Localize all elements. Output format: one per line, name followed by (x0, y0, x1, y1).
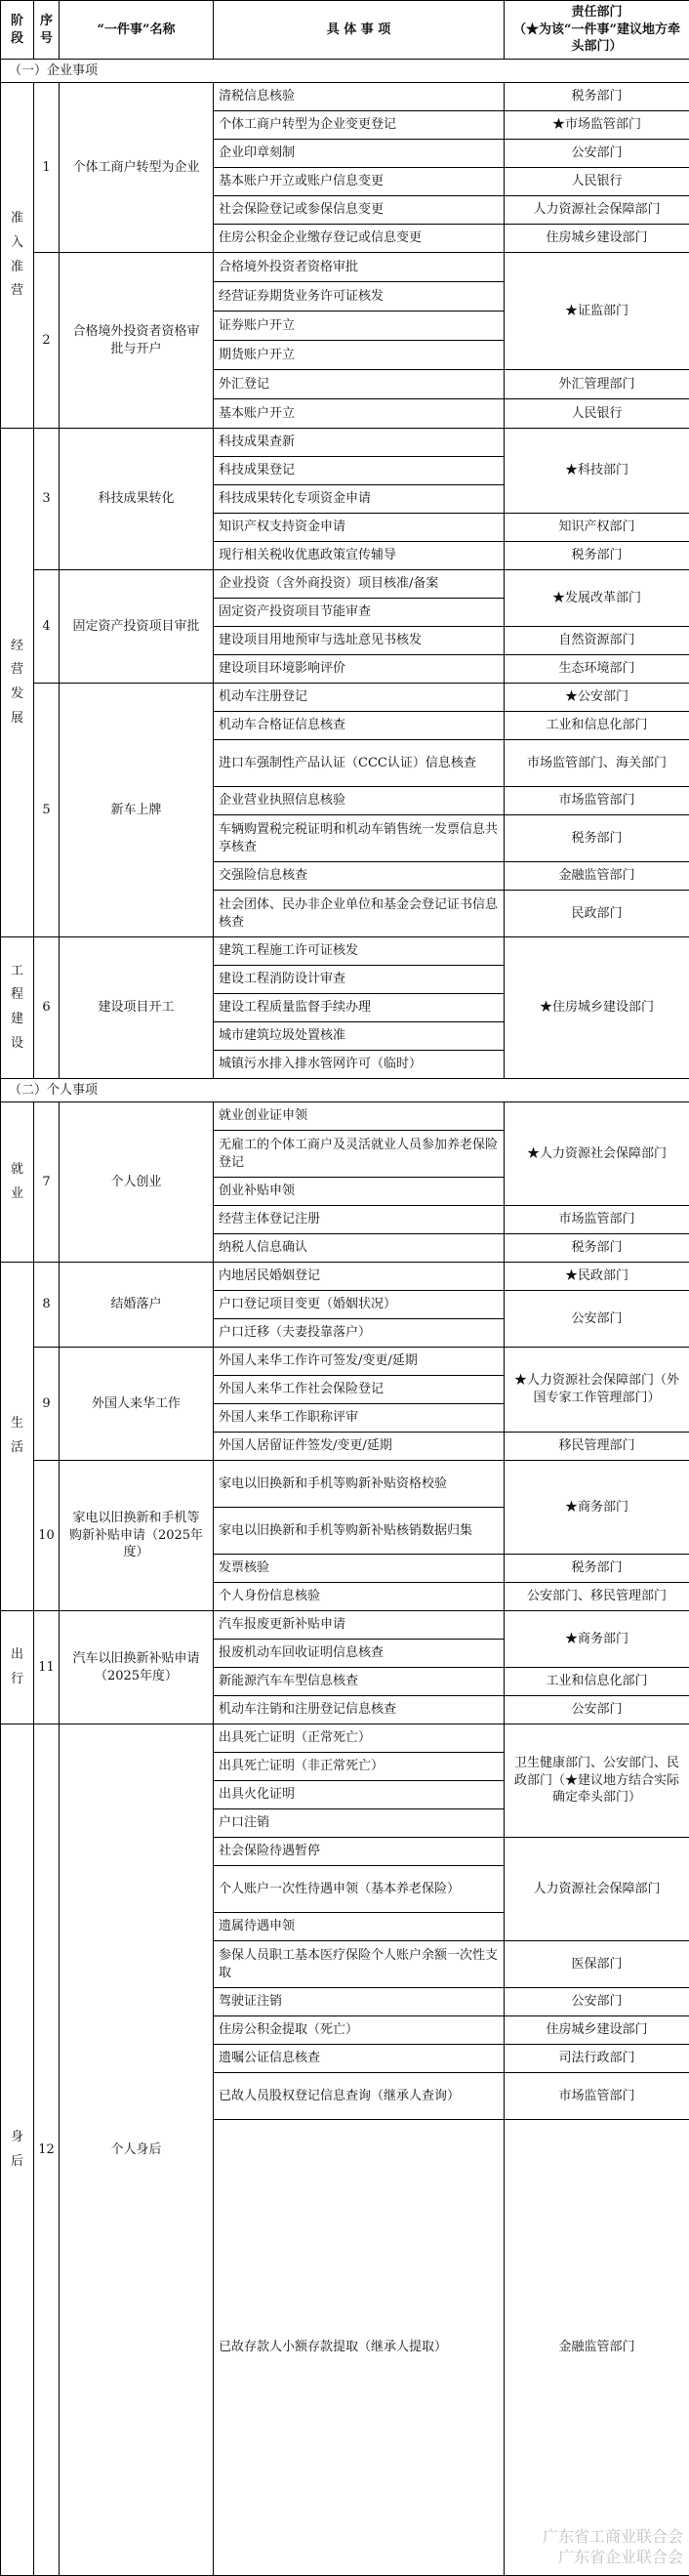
stage-cell (1, 1611, 34, 1724)
header-dept-note: （★为该“一件事”建议地方牵头部门） (513, 21, 680, 55)
group-number: 7 (34, 1102, 60, 1263)
watermark-line-1: 广东省工商业联合会 (542, 2527, 683, 2547)
item-cell: 建设工程质量监督手续办理 (214, 994, 505, 1022)
group-number: 5 (34, 684, 60, 937)
group-name: 新车上牌 (60, 684, 214, 937)
item-cell: 参保人员职工基本医疗保险个人账户余额一次性支取 (214, 1941, 505, 1988)
item-cell: 已故人员股权登记信息查询（继承人查询） (214, 2073, 505, 2120)
item-cell: 汽车报废更新补贴申请 (214, 1611, 505, 1640)
table-row (1, 1102, 689, 1131)
table-row (1, 429, 689, 457)
table-row (1, 1263, 689, 1291)
watermark (543, 2527, 683, 2568)
dept-cell: 住房城乡建设部门 (505, 225, 689, 253)
item-cell: 新能源汽车车型信息核查 (214, 1668, 505, 1696)
dept-cell: ★人力资源社会保障部门（外国专家工作管理部门） (505, 1348, 689, 1433)
item-cell: 内地居民婚姻登记 (214, 1263, 505, 1291)
item-cell: 企业营业执照信息核验 (214, 787, 505, 815)
header-stage: 阶段 (1, 1, 34, 60)
item-cell: 个人账户一次性待遇申领（基本养老保险） (214, 1866, 505, 1913)
item-cell: 家电以旧换新和手机等购新补贴核销数据归集 (214, 1508, 505, 1555)
item-cell: 户口登记项目变更（婚姻状况） (214, 1291, 505, 1319)
dept-cell: ★商务部门 (505, 1461, 689, 1555)
dept-cell: 人民银行 (505, 399, 689, 429)
item-cell: 出具死亡证明（正常死亡） (214, 1724, 505, 1753)
dept-cell: 卫生健康部门、公安部门、民政部门（★建议地方结合实际确定牵头部门） (505, 1724, 689, 1838)
item-cell: 进口车强制性产品认证（CCC认证）信息核查 (214, 740, 505, 787)
header-row (1, 1, 689, 60)
dept-cell: 医保部门 (505, 1941, 689, 1988)
item-cell: 外国人来华工作社会保险登记 (214, 1376, 505, 1404)
dept-cell: 移民管理部门 (505, 1433, 689, 1461)
item-cell: 知识产权支持资金申请 (214, 514, 505, 542)
group-number: 11 (34, 1611, 60, 1724)
stage-label: 生活 (10, 1416, 23, 1455)
item-cell: 社会团体、民办非企业单位和基金会登记证书信息核查 (214, 891, 505, 937)
section-personal: （二）个人事项 (1, 1079, 689, 1102)
item-cell: 住房公积金提取（死亡） (214, 2016, 505, 2045)
table-row (1, 1611, 689, 1640)
item-cell: 机动车注销和注册登记信息核查 (214, 1696, 505, 1724)
dept-cell: 住房城乡建设部门 (505, 2016, 689, 2045)
item-cell: 遗嘱公证信息核查 (214, 2045, 505, 2073)
table-row (1, 684, 689, 712)
group-name: 结婚落户 (60, 1263, 214, 1348)
dept-cell: 司法行政部门 (505, 2045, 689, 2073)
item-cell: 企业投资（含外商投资）项目核准/备案 (214, 570, 505, 599)
item-cell: 外汇登记 (214, 370, 505, 399)
item-cell: 建筑工程施工许可证核发 (214, 937, 505, 966)
dept-cell: 民政部门 (505, 891, 689, 937)
item-cell: 城市建筑垃圾处置核准 (214, 1022, 505, 1051)
dept-cell: 税务部门 (505, 542, 689, 570)
dept-cell: 外汇管理部门 (505, 370, 689, 399)
dept-cell: ★证监部门 (505, 253, 689, 370)
stage-cell (1, 1102, 34, 1263)
group-number: 2 (34, 253, 60, 429)
group-name: 个人创业 (60, 1102, 214, 1263)
dept-cell: 工业和信息化部门 (505, 1668, 689, 1696)
item-cell: 驾驶证注销 (214, 1988, 505, 2016)
item-cell: 外国人来华工作职称评审 (214, 1404, 505, 1433)
group-number: 6 (34, 937, 60, 1079)
item-cell: 科技成果查新 (214, 429, 505, 457)
table-row (1, 1348, 689, 1376)
stage-cell (1, 1263, 34, 1611)
item-cell: 证券账户开立 (214, 312, 505, 341)
group-number: 1 (34, 83, 60, 253)
dept-cell: 市场监管部门 (505, 2073, 689, 2120)
group-number: 4 (34, 570, 60, 684)
item-cell: 社会保险待遇暂停 (214, 1838, 505, 1866)
item-cell: 科技成果转化专项资金申请 (214, 485, 505, 514)
dept-cell: 税务部门 (505, 1234, 689, 1263)
table-row (1, 1461, 689, 1508)
dept-cell: 工业和信息化部门 (505, 712, 689, 740)
dept-cell: 金融监管部门 (505, 2120, 689, 2576)
dept-cell: 人力资源社会保障部门 (505, 196, 689, 225)
item-cell: 创业补贴申领 (214, 1178, 505, 1206)
dept-cell: ★市场监管部门 (505, 111, 689, 140)
item-cell: 清税信息核验 (214, 83, 505, 111)
header-items: 具 体 事 项 (214, 1, 505, 60)
dept-cell: 生态环境部门 (505, 655, 689, 684)
section-row (1, 60, 689, 83)
group-name: 科技成果转化 (60, 429, 214, 570)
item-cell: 无雇工的个体工商户及灵活就业人员参加养老保险登记 (214, 1131, 505, 1178)
item-cell: 合格境外投资者资格审批 (214, 253, 505, 282)
stage-cell (1, 83, 34, 429)
group-name: 合格境外投资者资格审批与开户 (60, 253, 214, 429)
item-cell: 固定资产投资项目节能审查 (214, 599, 505, 627)
item-cell: 户口注销 (214, 1809, 505, 1838)
dept-cell: 市场监管部门 (505, 787, 689, 815)
item-cell: 外国人来华工作许可签发/变更/延期 (214, 1348, 505, 1376)
section-row (1, 1079, 689, 1102)
dept-cell: ★人力资源社会保障部门 (505, 1102, 689, 1206)
item-cell: 出具死亡证明（非正常死亡） (214, 1753, 505, 1781)
dept-cell: 公安部门 (505, 1696, 689, 1724)
table-row (1, 253, 689, 282)
item-cell: 经营证券期货业务许可证核发 (214, 282, 505, 312)
item-cell: 机动车合格证信息核查 (214, 712, 505, 740)
item-cell: 外国人居留证件签发/变更/延期 (214, 1433, 505, 1461)
item-cell: 建设项目环境影响评价 (214, 655, 505, 684)
stage-cell (1, 937, 34, 1079)
item-cell: 企业印章刻制 (214, 140, 505, 168)
item-cell: 发票核验 (214, 1555, 505, 1583)
dept-cell: ★科技部门 (505, 429, 689, 514)
stage-label: 身后 (10, 2129, 23, 2169)
stage-cell (1, 429, 34, 937)
dept-cell: 市场监管部门、海关部门 (505, 740, 689, 787)
watermark-line-2: 广东省企业联合会 (557, 2548, 683, 2567)
item-cell: 交强险信息核查 (214, 862, 505, 891)
item-cell: 经营主体登记注册 (214, 1206, 505, 1234)
item-cell: 住房公积金企业缴存登记或信息变更 (214, 225, 505, 253)
group-number: 12 (34, 1724, 60, 2576)
stage-label: 工程建设 (10, 963, 23, 1051)
dept-cell: 公安部门 (505, 1291, 689, 1348)
item-cell: 科技成果登记 (214, 457, 505, 485)
item-cell: 现行相关税收优惠政策宣传辅导 (214, 542, 505, 570)
dept-cell: ★发展改革部门 (505, 570, 689, 627)
dept-cell: 公安部门、移民管理部门 (505, 1583, 689, 1611)
group-number: 3 (34, 429, 60, 570)
item-cell: 个体工商户转型为企业变更登记 (214, 111, 505, 140)
item-cell: 户口迁移（夫妻投靠落户） (214, 1319, 505, 1348)
group-number: 9 (34, 1348, 60, 1461)
dept-cell: 税务部门 (505, 83, 689, 111)
dept-cell: 公安部门 (505, 140, 689, 168)
dept-cell: 金融监管部门 (505, 862, 689, 891)
group-name: 建设项目开工 (60, 937, 214, 1079)
table-row (1, 1724, 689, 1753)
dept-cell: 人民银行 (505, 168, 689, 196)
group-name: 汽车以旧换新补贴申请（2025年度） (60, 1611, 214, 1724)
item-cell: 期货账户开立 (214, 341, 505, 370)
item-cell: 出具火化证明 (214, 1781, 505, 1809)
dept-cell: ★住房城乡建设部门 (505, 937, 689, 1079)
item-cell: 就业创业证申领 (214, 1102, 505, 1131)
dept-cell: ★民政部门 (505, 1263, 689, 1291)
item-cell: 建设工程消防设计审查 (214, 966, 505, 994)
group-number: 10 (34, 1461, 60, 1611)
dept-cell: 税务部门 (505, 815, 689, 862)
item-cell: 基本账户开立或账户信息变更 (214, 168, 505, 196)
group-name: 个人身后 (60, 1724, 214, 2576)
table-row (1, 83, 689, 111)
group-name: 个体工商户转型为企业 (60, 83, 214, 253)
stage-label: 经营发展 (10, 638, 23, 726)
item-cell: 家电以旧换新和手机等购新补贴资格校验 (214, 1461, 505, 1508)
item-cell: 基本账户开立 (214, 399, 505, 429)
item-cell: 报废机动车回收证明信息核查 (214, 1640, 505, 1668)
header-dept-title: 责任部门 (571, 5, 623, 21)
stage-label: 出行 (10, 1646, 23, 1686)
item-cell: 社会保险登记或参保信息变更 (214, 196, 505, 225)
dept-cell: 市场监管部门 (505, 1206, 689, 1234)
dept-cell: ★公安部门 (505, 684, 689, 712)
item-cell: 个人身份信息核验 (214, 1583, 505, 1611)
item-cell: 已故存款人小额存款提取（继承人提取） (214, 2120, 505, 2576)
item-cell: 城镇污水排入排水管网许可（临时） (214, 1051, 505, 1079)
item-cell: 车辆购置税完税证明和机动车销售统一发票信息共享核查 (214, 815, 505, 862)
header-name: “一件事”名称 (60, 1, 214, 60)
header-num: 序号 (34, 1, 60, 60)
item-cell: 纳税人信息确认 (214, 1234, 505, 1263)
section-enterprise: （一）企业事项 (1, 60, 689, 83)
group-name: 固定资产投资项目审批 (60, 570, 214, 684)
dept-cell: 知识产权部门 (505, 514, 689, 542)
group-number: 8 (34, 1263, 60, 1348)
dept-cell: 税务部门 (505, 1555, 689, 1583)
dept-cell: 人力资源社会保障部门 (505, 1838, 689, 1941)
header-dept (505, 1, 689, 60)
stage-cell (1, 1724, 34, 2576)
dept-cell: ★商务部门 (505, 1611, 689, 1668)
table-row (1, 937, 689, 966)
dept-cell: 公安部门 (505, 1988, 689, 2016)
group-name: 家电以旧换新和手机等购新补贴申请（2025年度） (60, 1461, 214, 1611)
item-cell: 遗属待遇申领 (214, 1913, 505, 1941)
stage-label: 准入准营 (10, 211, 23, 299)
item-cell: 建设项目用地预审与选址意见书核发 (214, 627, 505, 655)
item-cell: 机动车注册登记 (214, 684, 505, 712)
dept-cell: 自然资源部门 (505, 627, 689, 655)
stage-label: 就业 (10, 1161, 23, 1201)
group-name: 外国人来华工作 (60, 1348, 214, 1461)
table-row (1, 570, 689, 599)
